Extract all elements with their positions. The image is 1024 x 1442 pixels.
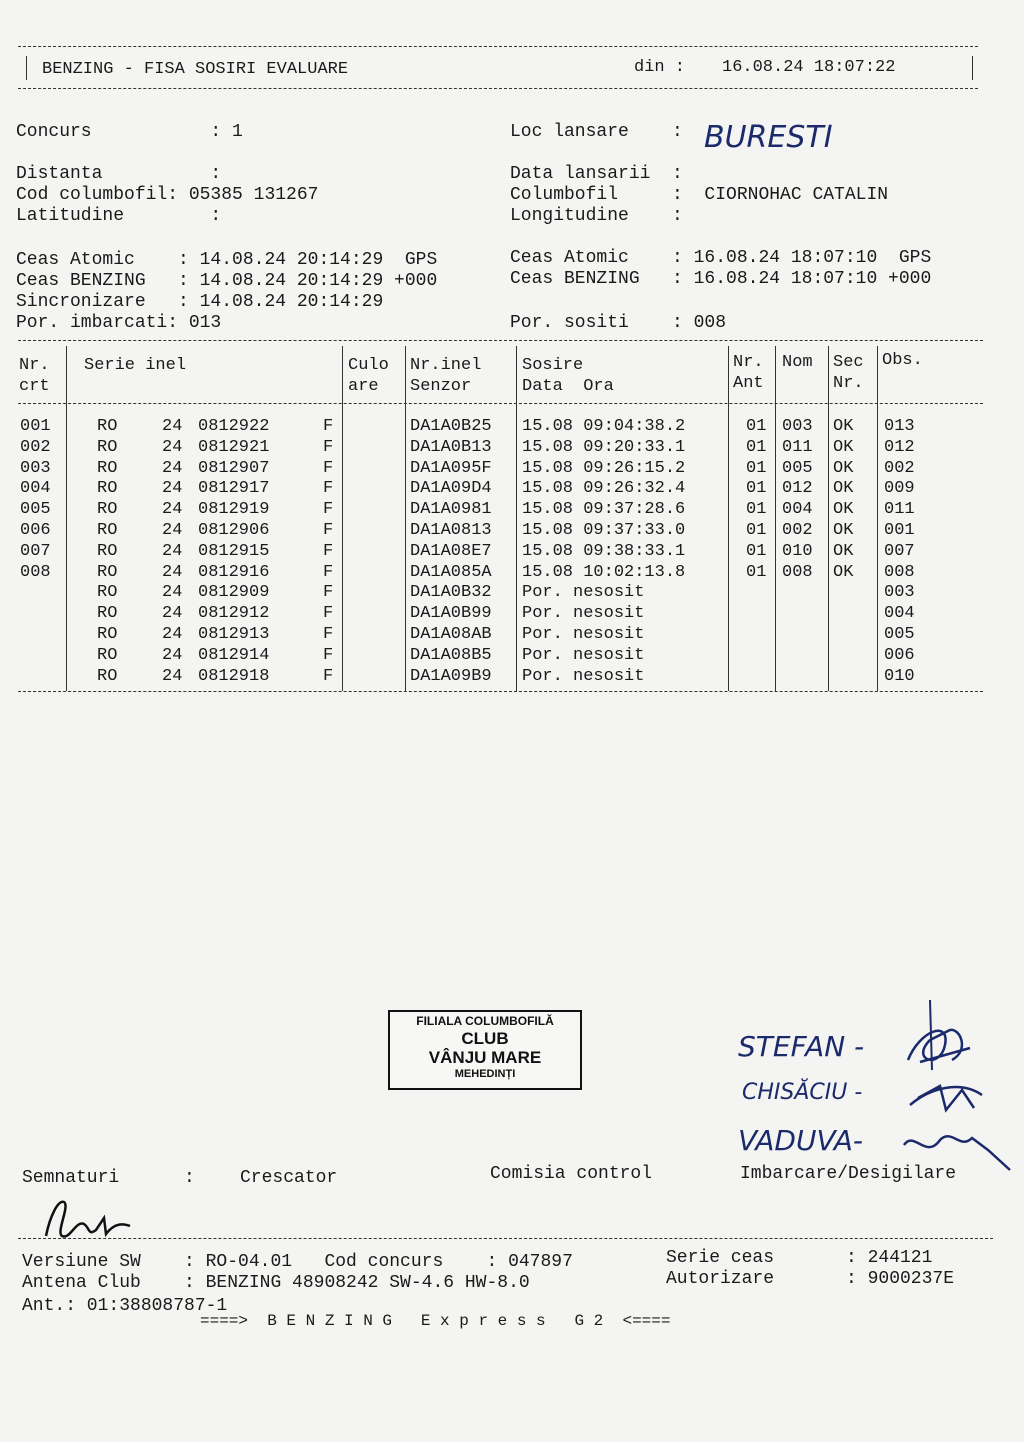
row-arrival: 15.08 09:38:33.1 <box>522 541 686 561</box>
row-nom: 003 <box>782 417 813 436</box>
row-nom: 010 <box>782 541 813 561</box>
row-sex: F <box>323 521 334 540</box>
longitudine: Longitudine : <box>510 206 683 226</box>
row-sensor: DA1A0B25 <box>410 417 492 436</box>
table-header-rule <box>18 403 983 404</box>
ant-value: Ant.: 01:38808787-1 <box>22 1296 228 1316</box>
row-country: RO <box>97 562 118 582</box>
header-nr-inel: Nr.inel <box>410 356 482 375</box>
serie-ceas-value: : 244121 <box>846 1248 933 1268</box>
autorizare-label: Autorizare <box>666 1269 775 1289</box>
row-ring: 0812913 <box>198 625 270 644</box>
row-antenna: 01 <box>746 458 767 478</box>
row-nom: 012 <box>782 479 813 499</box>
row-obs: 003 <box>884 583 915 603</box>
serie-ceas-label: Serie ceas <box>666 1248 775 1268</box>
row-arrival: 15.08 09:26:32.4 <box>522 479 686 499</box>
por-sositi: Por. sositi : 008 <box>510 313 727 333</box>
stamp-line-1: FILIALA COLUMBOFILĂ <box>416 1014 554 1028</box>
row-country: RO <box>97 437 118 457</box>
crescator-label: Crescator <box>240 1168 338 1188</box>
row-nr: 004 <box>20 479 51 499</box>
row-sensor: DA1A08B5 <box>410 645 492 665</box>
row-sensor: DA1A085A <box>410 562 492 582</box>
row-nr: 005 <box>20 500 51 520</box>
header-are: are <box>348 377 379 396</box>
row-ring: 0812916 <box>198 562 270 582</box>
row-antenna: 01 <box>746 541 767 561</box>
stamp-line-3: VÂNJU MARE <box>428 1048 542 1068</box>
row-sex: F <box>323 562 334 582</box>
col-sep-6 <box>775 346 776 691</box>
row-country: RO <box>97 479 118 499</box>
handwritten-name-vaduva: VADUVA- <box>738 1124 863 1157</box>
row-ring: 0812921 <box>198 437 270 457</box>
row-nr: 001 <box>20 417 51 436</box>
row-ring: 0812914 <box>198 645 270 665</box>
row-country: RO <box>97 500 118 520</box>
row-ring: 0812917 <box>198 479 270 499</box>
row-antenna: 01 <box>746 521 767 540</box>
row-sensor: DA1A0981 <box>410 500 492 520</box>
row-obs: 002 <box>884 458 915 478</box>
row-sex: F <box>323 625 334 644</box>
latitudine: Latitudine : <box>16 206 222 226</box>
row-year: 24 <box>162 458 183 478</box>
stamp-line-2: CLUB <box>461 1028 509 1048</box>
ceas-benzing-start: Ceas BENZING : 14.08.24 20:14:29 +000 <box>16 271 438 291</box>
commission-signatures <box>890 1000 1000 1170</box>
row-sec: OK <box>833 521 854 540</box>
row-sec: OK <box>833 562 854 582</box>
table-top-rule <box>18 340 983 341</box>
row-sex: F <box>323 437 334 457</box>
row-antenna: 01 <box>746 479 767 499</box>
header-serie-inel: Serie inel <box>84 356 187 375</box>
col-sep-1 <box>66 346 67 691</box>
report-date-label: din : <box>634 58 686 77</box>
row-nom: 011 <box>782 437 813 457</box>
row-year: 24 <box>162 666 183 686</box>
header-senzor: Senzor <box>410 377 472 396</box>
row-arrival: Por. nesosit <box>522 645 645 665</box>
row-country: RO <box>97 645 118 665</box>
row-ring: 0812907 <box>198 458 270 478</box>
row-ring: 0812906 <box>198 521 270 540</box>
row-nom: 004 <box>782 500 813 520</box>
header-left-bar <box>26 56 27 80</box>
row-sex: F <box>323 479 334 499</box>
row-sec: OK <box>833 479 854 499</box>
row-arrival: 15.08 09:26:15.2 <box>522 458 686 478</box>
row-arrival: Por. nesosit <box>522 604 645 624</box>
row-ring: 0812915 <box>198 541 270 561</box>
imbarcare-desigilare-label: Imbarcare/Desigilare <box>740 1164 957 1184</box>
row-country: RO <box>97 625 118 644</box>
row-nr: 003 <box>20 458 51 478</box>
row-obs: 013 <box>884 417 915 436</box>
crescator-signature <box>40 1196 140 1244</box>
row-sec: OK <box>833 500 854 520</box>
loc-lansare-label: Loc lansare : <box>510 122 683 142</box>
row-obs: 005 <box>884 625 915 644</box>
header-culo: Culo <box>348 356 389 375</box>
row-arrival: 15.08 09:37:28.6 <box>522 500 686 520</box>
ceas-atomic-start: Ceas Atomic : 14.08.24 20:14:29 GPS <box>16 250 438 270</box>
row-sex: F <box>323 500 334 520</box>
report-date-value: 16.08.24 18:07:22 <box>722 58 896 77</box>
row-antenna: 01 <box>746 500 767 520</box>
row-arrival: Por. nesosit <box>522 583 645 603</box>
row-obs: 007 <box>884 541 915 561</box>
row-year: 24 <box>162 437 183 457</box>
header-nr-ant: Nr. <box>733 353 764 372</box>
club-stamp <box>388 1010 582 1090</box>
row-country: RO <box>97 458 118 478</box>
row-year: 24 <box>162 645 183 665</box>
columbofil: Columbofil : CIORNOHAC CATALIN <box>510 185 889 205</box>
row-country: RO <box>97 604 118 624</box>
row-nr: 002 <box>20 437 51 457</box>
row-country: RO <box>97 541 118 561</box>
row-arrival: 15.08 10:02:13.8 <box>522 562 686 582</box>
row-sex: F <box>323 666 334 686</box>
col-sep-2 <box>342 346 343 691</box>
row-sec: OK <box>833 541 854 561</box>
header-data-ora: Data Ora <box>522 377 614 396</box>
header-sec-nr: Nr. <box>833 374 864 393</box>
row-nom: 005 <box>782 458 813 478</box>
row-sec: OK <box>833 458 854 478</box>
row-nr: 006 <box>20 521 51 540</box>
header-top-rule <box>18 46 978 47</box>
col-sep-5 <box>728 346 729 691</box>
row-obs: 004 <box>884 604 915 624</box>
report-title: BENZING - FISA SOSIRI EVALUARE <box>42 60 349 79</box>
row-sensor: DA1A09B9 <box>410 666 492 686</box>
row-sec: OK <box>833 437 854 457</box>
row-sensor: DA1A08E7 <box>410 541 492 561</box>
versiune-sw: Versiune SW : RO-04.01 Cod concurs : 047897 <box>22 1252 573 1272</box>
row-year: 24 <box>162 500 183 520</box>
row-sensor: DA1A095F <box>410 458 492 478</box>
row-obs: 011 <box>884 500 915 520</box>
row-ring: 0812909 <box>198 583 270 603</box>
row-obs: 010 <box>884 666 915 686</box>
row-year: 24 <box>162 479 183 499</box>
row-arrival: 15.08 09:37:33.0 <box>522 521 686 540</box>
ceas-atomic-end: Ceas Atomic : 16.08.24 18:07:10 GPS <box>510 248 932 268</box>
row-country: RO <box>97 521 118 540</box>
row-obs: 008 <box>884 562 915 582</box>
header-ant: Ant <box>733 374 764 393</box>
header-bottom-rule <box>18 88 978 89</box>
row-sex: F <box>323 583 334 603</box>
cod-columbofil: Cod columbofil: 05385 131267 <box>16 185 319 205</box>
row-nr: 008 <box>20 562 51 582</box>
handwritten-name-chisaciu: CHISĂCIU - <box>742 1080 863 1105</box>
row-obs: 001 <box>884 521 915 540</box>
row-nom: 008 <box>782 562 813 582</box>
row-arrival: 15.08 09:20:33.1 <box>522 437 686 457</box>
row-arrival: 15.08 09:04:38.2 <box>522 417 686 436</box>
row-sensor: DA1A0B13 <box>410 437 492 457</box>
header-sec: Sec <box>833 353 864 372</box>
antena-club: Antena Club : BENZING 48908242 SW-4.6 HW-8.0 <box>22 1273 530 1293</box>
row-sex: F <box>323 604 334 624</box>
row-sensor: DA1A0813 <box>410 521 492 540</box>
row-sensor: DA1A09D4 <box>410 479 492 499</box>
row-country: RO <box>97 417 118 436</box>
semnaturi-label: Semnaturi : <box>22 1168 195 1188</box>
row-sex: F <box>323 541 334 561</box>
comisia-control-label: Comisia control <box>490 1164 653 1184</box>
por-imbarcati: Por. imbarcati: 013 <box>16 313 222 333</box>
row-ring: 0812912 <box>198 604 270 624</box>
row-year: 24 <box>162 562 183 582</box>
row-sensor: DA1A0B32 <box>410 583 492 603</box>
concurs: Concurs : 1 <box>16 122 243 142</box>
header-sosire: Sosire <box>522 356 584 375</box>
row-sex: F <box>323 417 334 436</box>
row-sec: OK <box>833 417 854 436</box>
header-crt: crt <box>19 377 50 396</box>
row-sensor: DA1A08AB <box>410 625 492 644</box>
col-sep-4 <box>516 346 517 691</box>
loc-lansare-handwritten: BURESTI <box>704 120 833 155</box>
row-antenna: 01 <box>746 437 767 457</box>
distanta: Distanta : <box>16 164 222 184</box>
row-year: 24 <box>162 541 183 561</box>
table-bottom-rule <box>18 691 983 692</box>
row-sex: F <box>323 458 334 478</box>
row-year: 24 <box>162 417 183 436</box>
row-sex: F <box>323 645 334 665</box>
row-antenna: 01 <box>746 562 767 582</box>
row-year: 24 <box>162 625 183 644</box>
header-nr: Nr. <box>19 356 50 375</box>
benzing-express-banner: ====> B E N Z I N G E x p r e s s G 2 <==== <box>200 1312 671 1330</box>
data-lansarii: Data lansarii : <box>510 164 683 184</box>
ceas-benzing-end: Ceas BENZING : 16.08.24 18:07:10 +000 <box>510 269 932 289</box>
stamp-line-4: MEHEDINȚI <box>454 1067 516 1080</box>
row-arrival: Por. nesosit <box>522 666 645 686</box>
header-obs: Obs. <box>882 351 923 370</box>
row-obs: 006 <box>884 645 915 665</box>
row-year: 24 <box>162 583 183 603</box>
row-obs: 009 <box>884 479 915 499</box>
col-sep-8 <box>877 346 878 691</box>
row-year: 24 <box>162 604 183 624</box>
row-arrival: Por. nesosit <box>522 625 645 644</box>
row-ring: 0812922 <box>198 417 270 436</box>
row-nr: 007 <box>20 541 51 561</box>
row-country: RO <box>97 583 118 603</box>
row-sensor: DA1A0B99 <box>410 604 492 624</box>
sincronizare: Sincronizare : 14.08.24 20:14:29 <box>16 292 384 312</box>
row-antenna: 01 <box>746 417 767 436</box>
row-ring: 0812919 <box>198 500 270 520</box>
signatures-rule <box>18 1238 993 1239</box>
row-ring: 0812918 <box>198 666 270 686</box>
header-nom: Nom <box>782 353 813 372</box>
row-country: RO <box>97 666 118 686</box>
header-right-bar <box>972 56 973 80</box>
row-obs: 012 <box>884 437 915 457</box>
handwritten-name-stefan: STEFAN - <box>738 1030 865 1063</box>
col-sep-7 <box>828 346 829 691</box>
col-sep-3 <box>405 346 406 691</box>
row-year: 24 <box>162 521 183 540</box>
autorizare-value: : 9000237E <box>846 1269 955 1289</box>
row-nom: 002 <box>782 521 813 540</box>
